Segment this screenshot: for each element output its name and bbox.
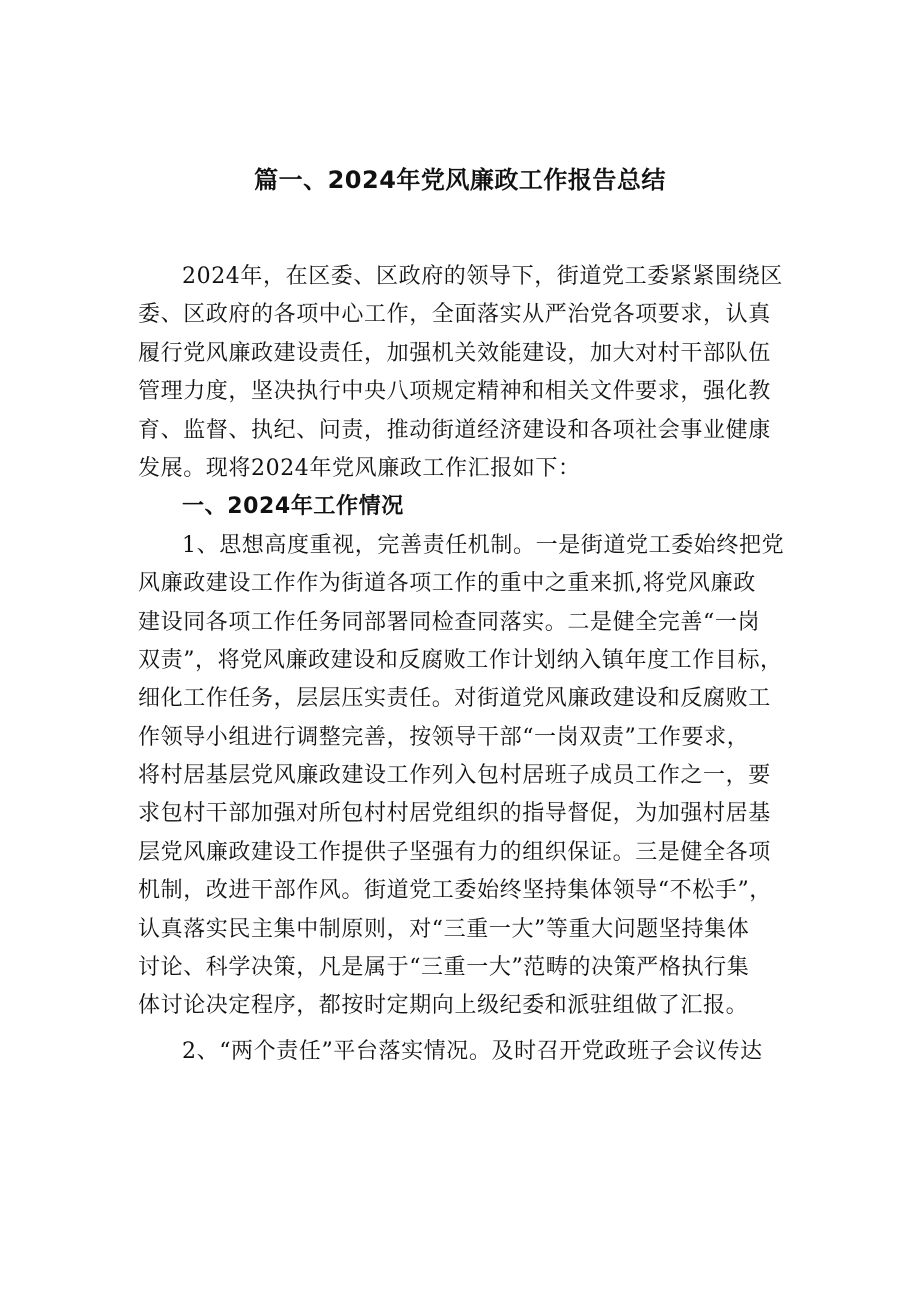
section-heading: 一、2024年工作情况 xyxy=(182,494,404,520)
paragraph-line: 委、区政府的各项中心工作，全面落实从严治党各项要求，认真 xyxy=(138,302,771,328)
paragraph-line: 发展。现将2024年党风廉政工作汇报如下： xyxy=(138,455,581,481)
paragraph-line: 讨论、科学决策，凡是属于“三重一大”范畴的决策严格执行集 xyxy=(138,955,750,981)
document-body xyxy=(138,258,798,1071)
paragraph-line: 2、“两个责任”平台落实情况。及时召开党政班子会议传达 xyxy=(182,1038,763,1064)
paragraph-line: 细化工作任务，层层压实责任。对街道党风廉政建设和反腐败工 xyxy=(138,686,771,712)
paragraph-line: 管理力度，坚决执行中央八项规定精神和相关文件要求，强化教 xyxy=(138,379,771,405)
paragraph-line: 履行党风廉政建设责任，加强机关效能建设，加大对村干部队伍 xyxy=(138,340,771,366)
paragraph-responsibility xyxy=(138,527,798,1026)
paragraph-intro xyxy=(138,258,798,488)
paragraph-line: 1、思想高度重视，完善责任机制。一是街道党工委始终把党 xyxy=(182,532,785,558)
paragraph-line: 风廉政建设工作作为街道各项工作的重中之重来抓,将党风廉政 xyxy=(138,571,756,597)
paragraph-line: 体讨论决定程序，都按时定期向上级纪委和派驻组做了汇报。 xyxy=(138,993,749,1019)
document-title: 篇一、2024年党风廉政工作报告总结 xyxy=(254,166,666,194)
paragraph-line: 认真落实民主集中制原则，对“三重一大”等重大问题坚持集体 xyxy=(138,916,750,942)
paragraph-line: 机制，改进干部作风。街道党工委始终坚持集体领导“不松手”， xyxy=(138,878,772,904)
paragraph-line: 作领导小组进行调整完善，按领导干部“一岗双责”工作要求， xyxy=(138,724,750,750)
paragraph-two-responsibilities xyxy=(138,1033,798,1071)
paragraph-line: 将村居基层党风廉政建设工作列入包村居班子成员工作之一，要 xyxy=(138,763,771,789)
paragraph-line: 层党风廉政建设工作提供子坚强有力的组织保证。三是健全各项 xyxy=(138,839,771,865)
paragraph-line: 双责”，将党风廉政建设和反腐败工作计划纳入镇年度工作目标， xyxy=(138,647,783,673)
paragraph-line: 求包村干部加强对所包村村居党组织的指导督促，为加强村居基 xyxy=(138,801,771,827)
paragraph-line: 2024年，在区委、区政府的领导下，街道党工委紧紧围绕区 xyxy=(182,264,783,289)
paragraph-line: 建设同各项工作任务同部署同检查同落实。二是健全完善“一岗 xyxy=(138,609,761,635)
paragraph-line: 育、监督、执纪、问责，推动街道经济建设和各项社会事业健康 xyxy=(138,417,771,443)
